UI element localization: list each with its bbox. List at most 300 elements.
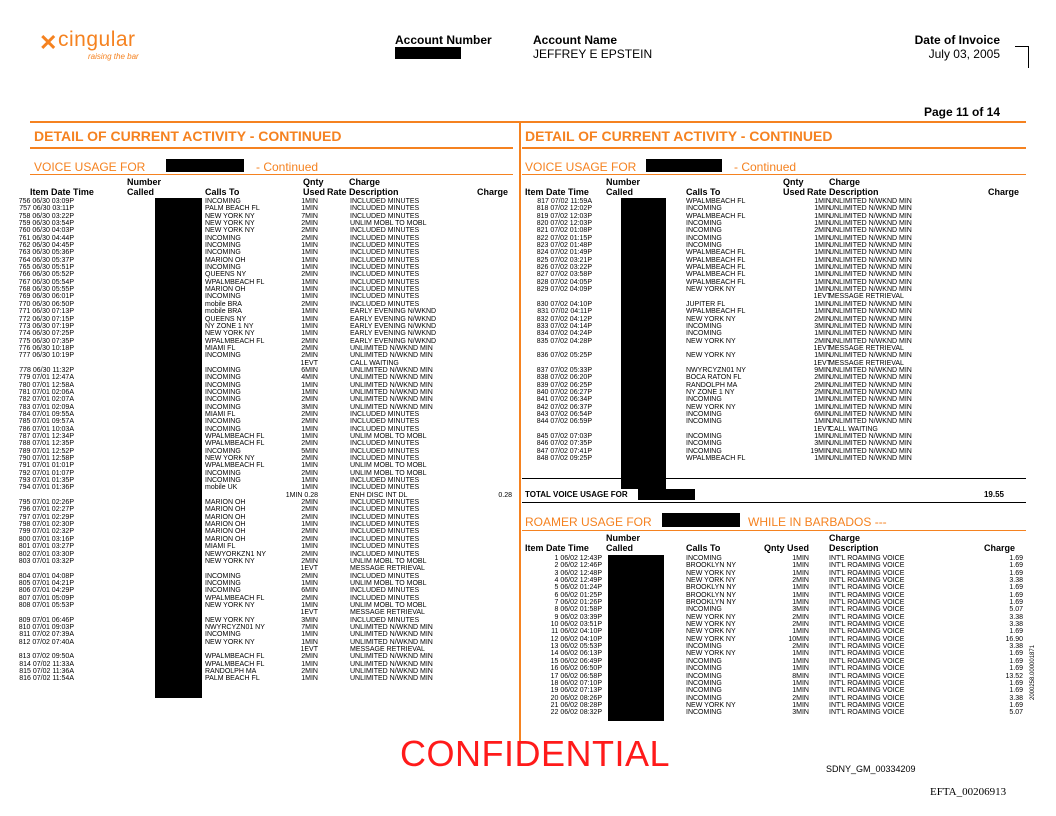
table-row	[525, 592, 1025, 599]
cell-item: 780 07/01 12:58A	[18, 381, 74, 389]
table-row	[525, 665, 1025, 672]
table-row	[525, 702, 1025, 709]
table-row	[18, 410, 512, 418]
cell-item: 10 06/02 03:51P	[550, 621, 602, 629]
redaction-roamer-number	[662, 513, 740, 527]
cell-item: 759 06/30 03:54P	[18, 220, 74, 228]
cell-description: UNLIMITED N/WKND MIN	[829, 315, 912, 323]
cell-item: 820 07/02 12:03P	[536, 220, 592, 228]
cell-used: 1MIN	[814, 234, 831, 242]
cell-item: 800 07/01 03:16P	[18, 535, 74, 543]
cell-used: 1EVT	[813, 359, 831, 367]
cell-description: UNLIM MOBL TO MOBL	[350, 220, 427, 228]
cell-used: 7MIN	[301, 212, 318, 220]
table-row	[525, 584, 1025, 591]
cell-item: 771 06/30 07:13P	[18, 308, 74, 316]
cell-used: 1MIN	[814, 212, 831, 220]
cell-calls-to: WPALMBEACH FL	[205, 660, 265, 668]
left-section-rule	[30, 147, 513, 149]
roam-col-item: Item Date Time	[525, 543, 589, 553]
cell-calls-to: WPALMBEACH FL	[686, 212, 746, 220]
cell-calls-to: NEW YORK NY	[686, 577, 736, 585]
cell-description: UNLIMITED N/WKND MIN	[350, 403, 433, 411]
table-row	[18, 271, 512, 279]
cell-used: 3MIN	[792, 606, 809, 614]
table-row	[525, 455, 1025, 462]
cell-description: INT'L ROAMING VOICE	[829, 599, 905, 607]
cell-item: 795 07/01 02:26P	[18, 499, 74, 507]
cell-charge: 1.69	[1009, 584, 1023, 592]
cell-item: 826 07/02 03:22P	[536, 264, 592, 272]
table-row	[525, 330, 1025, 337]
table-row	[19, 366, 512, 374]
table-row	[18, 308, 512, 316]
cell-calls-to: INCOMING	[686, 396, 722, 404]
cell-used: 2MIN	[301, 410, 318, 418]
table-row	[525, 673, 1025, 680]
table-row	[525, 286, 1025, 293]
cell-description: INCLUDED MINUTES	[350, 198, 420, 205]
cell-item: 19 06/02 07:13P	[550, 687, 602, 695]
account-number-label: Account Number	[395, 33, 492, 47]
cell-calls-to: INCOMING	[205, 447, 241, 455]
table-row	[18, 535, 512, 543]
cell-used: 1EVT	[813, 425, 831, 433]
cell-used: 2MIN	[301, 668, 318, 675]
cell-used: 1MIN	[792, 599, 809, 607]
roamer-usage-title: ROAMER USAGE FOR	[525, 515, 652, 529]
cell-calls-to: INCOMING	[686, 242, 722, 250]
cell-used: 2MIN	[814, 337, 831, 345]
cell-used: 2MIN	[301, 455, 318, 463]
cell-used: 1MIN	[814, 286, 831, 294]
cell-charge: 3.38	[1009, 643, 1023, 651]
cell-description: UNLIMITED N/WKND MIN	[829, 403, 912, 411]
left-col-charge: Charge	[477, 187, 509, 197]
cell-item: 827 07/02 03:58P	[536, 271, 592, 279]
cell-item: 819 07/02 12:03P	[536, 212, 592, 220]
cell-used: 1EVT	[300, 609, 318, 617]
roam-col-number: Number	[606, 533, 641, 543]
cell-charge: 3.38	[1009, 577, 1023, 585]
cell-description: UNLIMITED N/WKND MIN	[350, 374, 433, 382]
cell-item: 779 07/01 12:47A	[18, 374, 74, 382]
right-col-qnty: Qnty	[783, 177, 804, 187]
cell-description: INCLUDED MINUTES	[350, 499, 420, 507]
cell-description: INCLUDED MINUTES	[350, 286, 420, 294]
cell-used: 2MIN	[301, 418, 318, 426]
cell-item: 816 07/02 11:54A	[19, 675, 74, 683]
cell-item: 14 06/02 06:13P	[550, 650, 602, 658]
cell-charge: 3.38	[1009, 621, 1023, 629]
cell-item: 832 07/02 04:12P	[536, 315, 592, 323]
cell-description: UNLIMITED N/WKND MIN	[350, 352, 433, 360]
cell-calls-to: INCOMING	[205, 352, 241, 360]
cell-item: 812 07/02 07:40A	[18, 638, 74, 646]
cell-calls-to: JUPITER FL	[686, 300, 726, 308]
cell-calls-to: QUEENS NY	[205, 271, 247, 279]
cell-calls-to: NEW YORK NY	[686, 315, 736, 323]
cell-description: UNLIMITED N/WKND MIN	[829, 242, 912, 250]
cell-description: UNLIMITED N/WKND MIN	[829, 440, 912, 448]
cell-calls-to: INCOMING	[686, 322, 722, 330]
cell-used: 1MIN	[301, 381, 318, 389]
cell-description: EARLY EVENING N/WKND	[350, 337, 437, 345]
table-row	[525, 220, 1025, 227]
table-row	[525, 433, 1025, 440]
cell-calls-to: NEW YORK NY	[686, 635, 736, 643]
cell-description: MESSAGE RETRIEVAL	[350, 609, 425, 617]
date-label: Date of Invoice	[914, 33, 1000, 47]
total-rule	[522, 478, 1026, 479]
cell-used: 9MIN	[814, 366, 831, 374]
cell-used: 1MIN	[814, 403, 831, 411]
cell-used: 2MIN	[301, 506, 318, 514]
table-row	[525, 308, 1025, 315]
cell-used: 2MIN	[301, 440, 318, 448]
table-row	[525, 352, 1025, 359]
cell-calls-to: NY ZONE 1 NY	[686, 388, 735, 396]
cell-calls-to: WPALMBEACH FL	[205, 594, 265, 602]
cell-used: 1MIN	[301, 543, 318, 551]
cell-description: INT'L ROAMING VOICE	[829, 577, 905, 585]
cell-calls-to: INCOMING	[686, 234, 722, 242]
cell-description: INCLUDED MINUTES	[350, 550, 420, 558]
cell-item: 21 06/02 08:28P	[550, 701, 602, 709]
cell-used: 1MIN	[301, 477, 318, 485]
cell-calls-to: INCOMING	[205, 293, 241, 301]
cell-used: 8MIN	[792, 672, 809, 680]
table-row	[525, 636, 1025, 643]
cell-description: INCLUDED MINUTES	[350, 242, 420, 250]
cell-description: UNLIMITED N/WKND MIN	[829, 227, 912, 235]
cell-calls-to: MARION OH	[205, 513, 246, 521]
cell-used: 2MIN	[301, 227, 318, 235]
table-row	[18, 300, 512, 308]
cell-calls-to: INCOMING	[205, 469, 241, 477]
cell-item: 764 06/30 05:37P	[18, 256, 74, 264]
cell-charge: 1.69	[1009, 650, 1023, 658]
cell-description: UNLIMITED N/WKND MIN	[829, 212, 912, 220]
cell-used: 1EVT	[300, 565, 318, 573]
cell-item: 774 06/30 07:25P	[18, 330, 74, 338]
cell-used: 1MIN	[792, 679, 809, 687]
cell-charge: 1.69	[1009, 591, 1023, 599]
table-row	[18, 499, 512, 507]
cell-item: 13 06/02 05:53P	[550, 643, 602, 651]
table-row	[525, 271, 1025, 278]
cell-used: 1MIN	[814, 256, 831, 264]
cell-item: 5 06/02 01:24P	[554, 584, 602, 592]
cell-item: 11 06/02 04:10P	[551, 628, 602, 636]
cell-description: INT'L ROAMING VOICE	[829, 665, 905, 673]
logo-wordmark: cingular	[58, 28, 136, 51]
cell-description: INCLUDED MINUTES	[350, 425, 420, 433]
cell-description: UNLIMITED N/WKND MIN	[829, 220, 912, 228]
cell-used: 2MIN	[301, 396, 318, 404]
table-row	[18, 587, 512, 595]
cell-item: 8 06/02 01:58P	[554, 606, 602, 614]
cell-used: 2MIN	[301, 469, 318, 477]
cell-item: 768 06/30 05:55P	[18, 286, 74, 294]
cell-used: 1MIN	[301, 660, 318, 668]
left-col-used: Used	[303, 187, 326, 197]
cell-calls-to: INCOMING	[686, 330, 722, 338]
cell-used: 1MIN	[814, 220, 831, 228]
cell-description: MESSAGE RETRIEVAL	[350, 645, 425, 653]
cell-item: 756 06/30 03:09P	[18, 198, 74, 205]
cell-used: 2MIN	[301, 513, 318, 521]
cell-charge: 1.69	[1009, 687, 1023, 695]
cell-item: 784 07/01 09:55A	[18, 410, 74, 418]
cell-used: 1MIN	[814, 300, 831, 308]
table-row	[30, 646, 512, 653]
table-row	[525, 577, 1025, 584]
cell-used: 2MIN	[301, 499, 318, 507]
left-section-title: DETAIL OF CURRENT ACTIVITY - CONTINUED	[34, 128, 342, 144]
cell-calls-to: NEW YORK NY	[205, 220, 255, 228]
cell-used: 2MIN	[301, 572, 318, 580]
table-row	[30, 360, 512, 367]
cell-used: 1MIN	[792, 687, 809, 695]
cell-description: INCLUDED MINUTES	[350, 256, 420, 264]
cell-item: 809 07/01 06:46P	[18, 616, 74, 624]
cell-used: 2MIN	[301, 300, 318, 308]
cell-used: 4MIN	[301, 374, 318, 382]
cell-calls-to: NEW YORK NY	[205, 601, 255, 609]
cingular-x-icon: ✕	[39, 30, 58, 55]
table-row	[18, 212, 512, 220]
cell-description: UNLIMITED N/WKND MIN	[829, 249, 912, 257]
cell-used: 1MIN	[301, 433, 318, 440]
table-row	[18, 506, 512, 514]
table-row	[525, 374, 1025, 381]
cell-description: INT'L ROAMING VOICE	[829, 635, 905, 643]
cell-description: UNLIMITED N/WKND MIN	[829, 396, 912, 404]
table-row	[525, 404, 1025, 411]
cell-description: UNLIMITED N/WKND MIN	[829, 381, 912, 389]
cell-description: INT'L ROAMING VOICE	[829, 628, 905, 636]
table-row	[18, 557, 512, 565]
cell-used: 1MIN	[814, 271, 831, 279]
cell-item: 22 06/02 08:32P	[550, 709, 602, 717]
cell-used: 1MIN	[301, 278, 318, 286]
table-row	[18, 455, 512, 463]
cell-item: 799 07/01 02:32P	[18, 528, 74, 536]
cell-used: 2MIN	[814, 381, 831, 389]
table-row	[18, 550, 512, 558]
cell-used: 1EVT	[813, 293, 831, 301]
cell-used: 1MIN	[301, 521, 318, 529]
cell-description: INT'L ROAMING VOICE	[829, 621, 905, 629]
cell-item: 805 07/01 04:21P	[18, 579, 74, 587]
table-row	[19, 660, 512, 668]
table-row	[525, 695, 1025, 702]
cell-item: 838 07/02 06:20P	[536, 374, 592, 382]
cell-calls-to: BROOKLYN NY	[686, 562, 737, 570]
cell-item: 845 07/02 07:03P	[536, 433, 592, 440]
cell-description: INCLUDED MINUTES	[350, 513, 420, 521]
cell-description: INCLUDED MINUTES	[350, 293, 420, 301]
table-row	[19, 631, 512, 639]
cell-item: 1 06/02 12:43P	[554, 555, 602, 562]
cell-description: INT'L ROAMING VOICE	[829, 672, 905, 680]
cell-used: 1MIN	[301, 264, 318, 272]
cell-description: INT'L ROAMING VOICE	[829, 701, 905, 709]
table-row	[18, 638, 512, 646]
vertical-control-number: 2000258.000001871	[1030, 644, 1036, 700]
cell-description: UNLIMITED N/WKND MIN	[829, 286, 912, 294]
cell-item: 835 07/02 04:28P	[536, 337, 592, 345]
table-row	[525, 301, 1025, 308]
cell-calls-to: WPALMBEACH FL	[686, 271, 746, 279]
cell-charge: 1.69	[1009, 555, 1023, 562]
redaction-right-numbers	[621, 198, 666, 489]
cell-calls-to: INCOMING	[686, 687, 722, 695]
left-col-description: Description	[349, 187, 399, 197]
cell-item: 803 07/01 03:32P	[18, 557, 74, 565]
cell-used: 1EVT	[300, 645, 318, 653]
table-row	[525, 606, 1025, 613]
table-row	[18, 477, 512, 485]
cell-description: UNLIM MOBL TO MOBL	[350, 601, 427, 609]
right-section-rule	[522, 147, 1026, 149]
table-row	[18, 249, 512, 257]
cell-calls-to: WPALMBEACH FL	[205, 337, 265, 345]
table-row	[18, 579, 512, 587]
cell-calls-to: INCOMING	[686, 220, 722, 228]
account-name: JEFFREY E EPSTEIN	[533, 47, 653, 61]
cell-description: MESSAGE RETRIEVAL	[829, 344, 904, 352]
cell-calls-to: mobile UK	[205, 484, 238, 492]
table-row	[525, 599, 1025, 606]
cell-item: 792 07/01 01:07P	[18, 469, 74, 477]
cell-description: INCLUDED MINUTES	[350, 535, 420, 543]
cell-item: 781 07/01 02:06A	[18, 388, 74, 396]
cell-description: INT'L ROAMING VOICE	[829, 555, 905, 562]
cell-calls-to: WPALMBEACH FL	[205, 462, 265, 470]
cell-charge: 3.38	[1009, 694, 1023, 702]
cell-description: UNLIMITED N/WKND MIN	[829, 418, 912, 426]
cell-charge: 1.69	[1009, 599, 1023, 607]
cell-description: EARLY EVENING N/WKND	[350, 315, 437, 323]
cell-calls-to: PALM BEACH FL	[205, 205, 260, 213]
cell-item: 9 06/02 03:39P	[554, 613, 602, 621]
cell-charge: 3.38	[1009, 613, 1023, 621]
table-row	[18, 447, 512, 455]
right-voice-usage-title: VOICE USAGE FOR	[525, 160, 637, 174]
table-row	[525, 680, 1025, 687]
table-row	[525, 382, 1025, 389]
cell-used: 1MIN	[814, 418, 831, 426]
cell-description: INT'L ROAMING VOICE	[829, 650, 905, 658]
table-row	[525, 249, 1025, 256]
cell-description: INCLUDED MINUTES	[350, 616, 420, 624]
cell-item: 847 07/02 07:41P	[536, 447, 592, 455]
table-row	[525, 426, 1025, 433]
right-col-rate: Rate	[807, 187, 827, 197]
cell-description: UNLIMITED N/WKND MIN	[350, 381, 433, 389]
table-row	[525, 709, 1025, 716]
cell-used: 1MIN	[792, 562, 809, 570]
cell-description: INCLUDED MINUTES	[350, 572, 420, 580]
cell-description: INT'L ROAMING VOICE	[829, 562, 905, 570]
cell-used: 5MIN	[301, 447, 318, 455]
cell-charge: 0.28	[498, 491, 512, 499]
cell-calls-to: NEW YORK NY	[686, 628, 736, 636]
cell-calls-to: INCOMING	[686, 440, 722, 448]
table-row	[18, 344, 512, 352]
table-row	[525, 396, 1025, 403]
cell-used: 1MIN	[792, 569, 809, 577]
cell-charge: 1.69	[1009, 628, 1023, 636]
table-row	[525, 293, 1025, 300]
cell-calls-to: INCOMING	[686, 672, 722, 680]
table-row	[18, 653, 512, 661]
left-col-item: Item Date Time	[30, 187, 94, 197]
cell-used: 2MIN	[301, 528, 318, 536]
total-voice-usage-value: 19.55	[983, 490, 1004, 499]
cell-used: 1MIN	[814, 198, 831, 205]
cell-item: 7 06/02 01:26P	[554, 599, 602, 607]
cell-calls-to: WPALMBEACH FL	[686, 455, 746, 463]
cell-description: INCLUDED MINUTES	[350, 594, 420, 602]
roamer-rule	[522, 530, 1026, 531]
cell-calls-to: MARION OH	[205, 528, 246, 536]
cell-item: 815 07/02 11:36A	[19, 668, 74, 675]
table-row	[19, 668, 512, 675]
cell-calls-to: RANDOLPH MA	[205, 668, 257, 675]
cell-description: INCLUDED MINUTES	[350, 543, 420, 551]
cell-used: 1MIN	[301, 308, 318, 316]
cell-calls-to: NEW YORK NY	[686, 613, 736, 621]
total-rule-bottom	[522, 502, 1026, 503]
table-row	[18, 242, 512, 250]
cell-item: 12 06/02 04:10P	[550, 635, 602, 643]
cell-used: 1MIN	[814, 433, 831, 440]
cell-calls-to: NEW YORK NY	[686, 650, 736, 658]
cell-item: 829 07/02 04:09P	[536, 286, 592, 294]
cell-item: 769 06/30 06:01P	[18, 293, 74, 301]
cell-item: 3 06/02 12:48P	[554, 569, 602, 577]
cell-calls-to: NEW YORK NY	[686, 621, 736, 629]
cell-calls-to: BROOKLYN NY	[686, 584, 737, 592]
cell-calls-to: NEWYORKZN1 NY	[205, 550, 267, 558]
cell-description: INT'L ROAMING VOICE	[829, 643, 905, 651]
cell-item: 785 07/01 09:57A	[18, 418, 74, 426]
right-usage-table	[525, 198, 1025, 468]
left-sub-rule	[30, 174, 513, 175]
table-row	[18, 484, 512, 492]
cell-description: UNLIMITED N/WKND MIN	[829, 264, 912, 272]
left-col-rate: Rate	[327, 187, 347, 197]
cell-description: UNLIM MOBL TO MOBL	[350, 433, 427, 440]
cell-item: 834 07/02 04:24P	[536, 330, 592, 338]
table-row	[18, 403, 512, 411]
cell-used: 1MIN	[301, 601, 318, 609]
cell-used: 6MIN	[301, 587, 318, 595]
table-row	[525, 205, 1025, 212]
cell-used: 1MIN	[301, 256, 318, 264]
cell-used: 2MIN	[792, 694, 809, 702]
cell-used: 1MIN	[301, 675, 318, 683]
cell-used: 1MIN	[301, 330, 318, 338]
cell-used: 1MIN	[301, 293, 318, 301]
table-row	[525, 628, 1025, 635]
cell-used: 2MIN	[792, 643, 809, 651]
cell-item: 798 07/01 02:30P	[18, 521, 74, 529]
table-row	[18, 418, 512, 426]
